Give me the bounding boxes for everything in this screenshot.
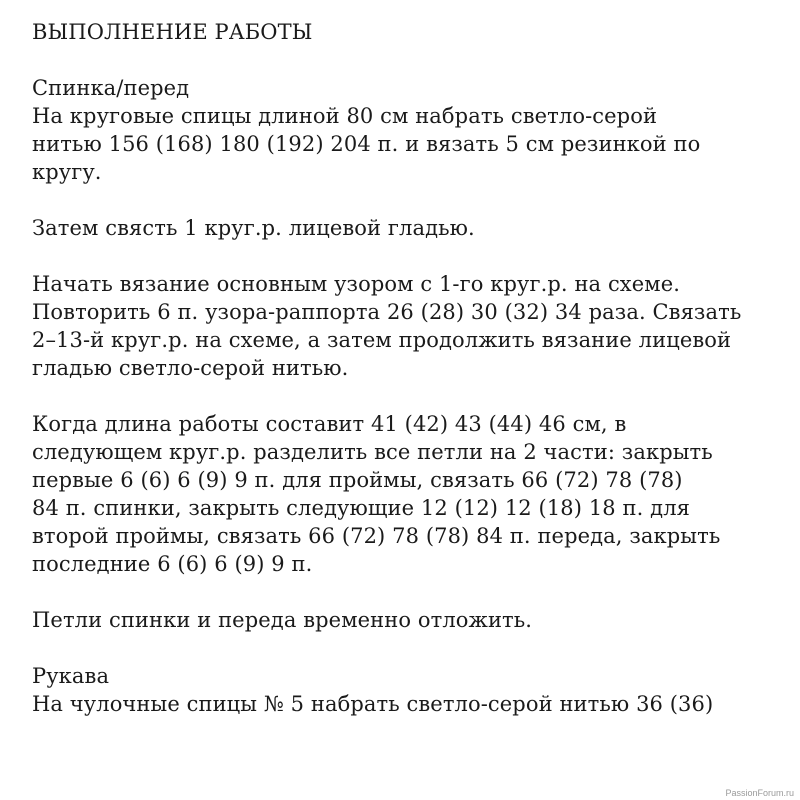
text-line: На чулочные спицы № 5 набрать светло-серой нитью 36 (36) [32,692,714,716]
text-line: 2–13-й круг.р. на схеме, а затем продолжить вязание лицевой [32,328,732,352]
text-line: Повторить 6 п. узора-раппорта 26 (28) 30 (32) 34 раза. Связать [32,300,742,324]
text-line: Петли спинки и переда временно отложить. [32,608,533,632]
text-line: 84 п. спинки, закрыть следующие 12 (12) 12 (18) 18 п. для [32,496,690,520]
watermark: PassionForum.ru [725,788,794,798]
text-line: Затем свясть 1 круг.р. лицевой гладью. [32,216,475,240]
text-line: Когда длина работы составит 41 (42) 43 (44) 46 см, в [32,412,627,436]
text-line: кругу. [32,160,102,184]
document-heading: ВЫПОЛНЕНИЕ РАБОТЫ [32,20,313,44]
text-line: нитью 156 (168) 180 (192) 204 п. и вязать 5 см резинкой по [32,132,701,156]
text-line: Начать вязание основным узором с 1-го круг.р. на схеме. [32,272,681,296]
section-title-back-front: Спинка/перед [32,76,190,100]
section-title-sleeves: Рукава [32,664,110,688]
text-line: последние 6 (6) 6 (9) 9 п. [32,552,313,576]
text-line: следующем круг.р. разделить все петли на 2 части: закрыть [32,440,713,464]
document-page [32,18,792,718]
text-line: гладью светло-серой нитью. [32,356,349,380]
text-line: первые 6 (6) 6 (9) 9 п. для проймы, связать 66 (72) 78 (78) [32,468,683,492]
text-line: второй проймы, связать 66 (72) 78 (78) 84 п. переда, закрыть [32,524,721,548]
text-line: На круговые спицы длиной 80 см набрать светло-серой [32,104,658,128]
